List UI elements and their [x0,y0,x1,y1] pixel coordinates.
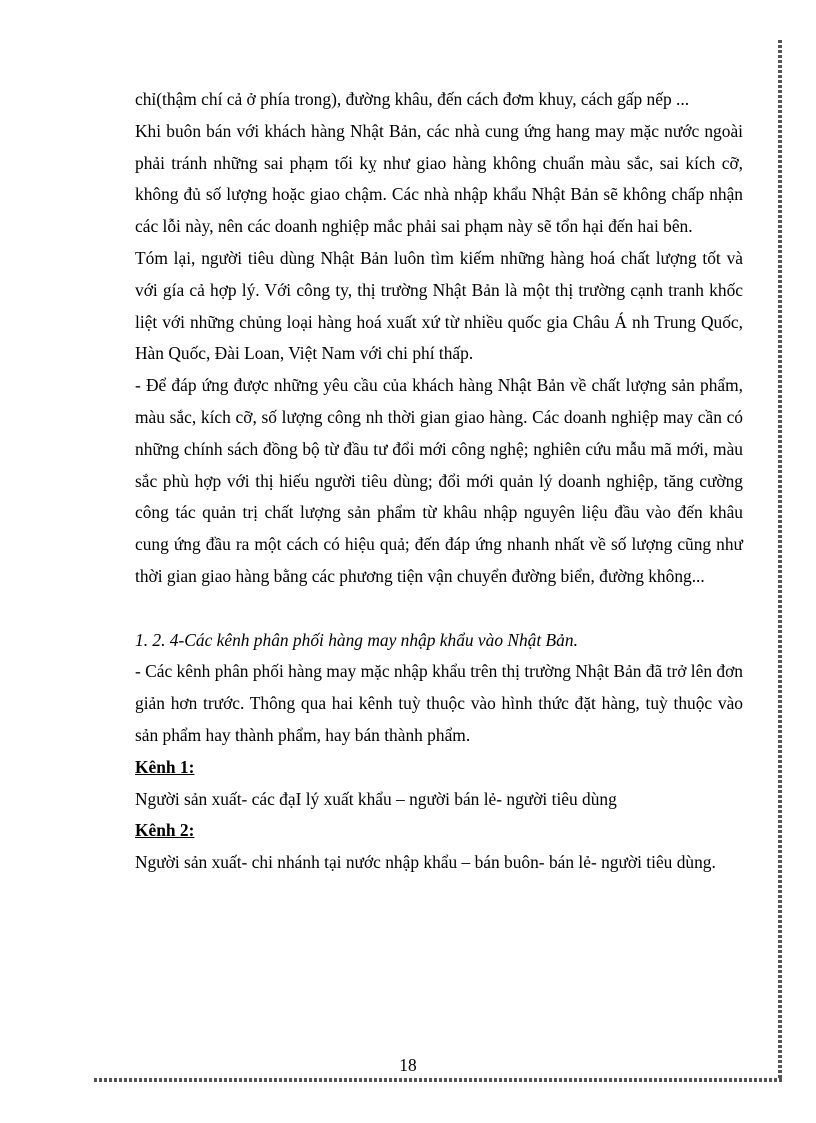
channel-2-label: Kênh 2: [135,820,195,841]
page-border-right [778,40,782,1082]
channel-1-label: Kênh 1: [135,756,195,777]
section-intro: - Các kênh phân phối hàng may mặc nhập khẩu trên thị trường Nhật Bản đã trở lên đơn giản hơn trước. Thông qua hai kênh tuỳ thuộc vào hình thức đặt hàng, tuỳ thuộc vào sản phẩm hay thành phẩm, hay bán thành phẩm. [135,661,743,745]
document-body [135,84,743,879]
paragraph-requirements: - Để đáp ứng được những yêu cầu của khách hàng Nhật Bản về chất lượng sản phẩm, màu sắc, kích cỡ, số lượng công nh thời gian giao hàng. Các doanh nghiệp may cần có những chính sách đồng bộ từ đầu tư đổi mới công nghệ; nghiên cứu mẫu mã mới, màu sắc phù hợp với thị hiếu người tiêu dùng; đổi mới quản lý doanh nghiệp, tăng cường công tác quản trị chất lượng sản phẩm từ khâu nhập nguyên liệu đầu vào đến khâu cung ứng đầu ra một cách có hiệu quả; đến đáp ứng nhanh nhất về số lượng cũng như thời gian giao hàng bằng các phương tiện vận chuyển đường biển, đường không... [135,375,743,586]
channel-2-text: Người sản xuất- chi nhánh tại nước nhập khẩu – bán buôn- bán lẻ- người tiêu dùng. [135,852,716,873]
paragraph-trade-errors: Khi buôn bán với khách hàng Nhật Bản, các nhà cung ứng hang may mặc nước ngoài phải tránh những sai phạm tối kỵ như giao hàng không chuẩn màu sắc, sai kích cỡ, không đủ số lượng hoặc giao chậm. Các nhà nhập khẩu Nhật Bản sẽ không chấp nhận các lỗi này, nên các doanh nghiệp mắc phải sai phạm này sẽ tổn hại đến hai bên. [135,120,743,237]
channel-1-text: Người sản xuất- các đạI lý xuất khẩu – người bán lẻ- người tiêu dùng [135,788,617,809]
page-border-bottom [94,1078,782,1082]
paragraph-summary: Tóm lại, người tiêu dùng Nhật Bản luôn tìm kiếm những hàng hoá chất lượng tốt và với gía cả hợp lý. Với công ty, thị trường Nhật Bản là một thị trường cạnh tranh khốc liệt với những chủng loại hàng hoá xuất xứ từ nhiều quốc gia Châu Á nh Trung Quốc, Hàn Quốc, Đài Loan, Việt Nam với chi phí thấp. [135,247,743,364]
paragraph-continuation: chỉ(thậm chí cả ở phía trong), đường khâu, đến cách đơm khuy, cách gấp nếp ... [135,89,690,109]
page-number: 18 [399,1055,417,1075]
section-heading: 1. 2. 4-Các kênh phân phối hàng may nhập khẩu vào Nhật Bản. [135,629,578,650]
